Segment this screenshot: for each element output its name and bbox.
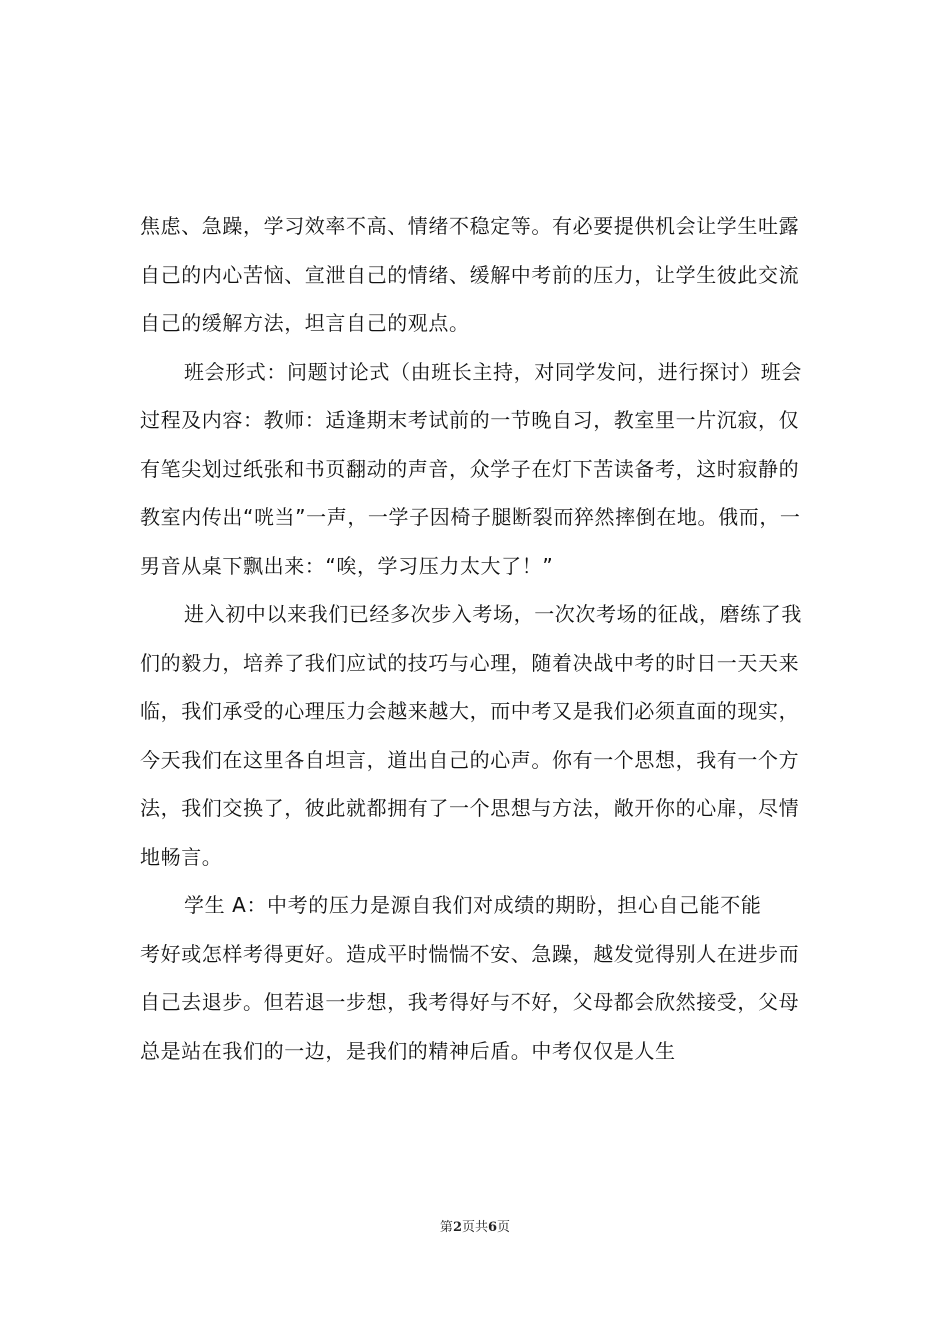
paragraph-4-first-line: 学生 A：中考的压力是源自我们对成绩的期盼，担心自己能不能	[184, 893, 762, 917]
footer-suffix: 页	[497, 1220, 511, 1235]
paragraph-2: 班会形式：问题讨论式（由班长主持，对同学发问，进行探讨）班会过程及内容：教师：适逢期末考试前的一节晚自习，教室里一片沉寂，仅有笔尖划过纸张和书页翻动的声音，众学子在灯下苦读备考，这时寂静的教室内传出“咣当”一声，一学子因椅子腿断裂而猝然摔倒在地。俄而，一男音从桌下飘出来：“唉，学习压力太大了！”	[140, 359, 802, 578]
paragraph-3: 进入初中以来我们已经多次步入考场，一次次考场的征战，磨练了我们的毅力，培养了我们应试的技巧与心理，随着决战中考的时日一天天来临，我们承受的心理压力会越来越大，而中考又是我们必须直面的现实，今天我们在这里各自坦言，道出自己的心声。你有一个思想，我有一个方法，我们交换了，彼此就都拥有了一个思想与方法，敞开你的心扉，尽情地畅言。	[140, 602, 802, 869]
page-footer	[0, 1216, 950, 1235]
footer-page-number: 2	[452, 1220, 462, 1235]
body-text	[140, 202, 816, 1075]
footer-prefix: 第	[439, 1220, 453, 1235]
paragraph-4-continued: 考好或怎样考得更好。造成平时惴惴不安、急躁，越发觉得别人在进步而自己去退步。但若退一步想，我考得好与不好，父母都会欣然接受，父母总是站在我们的一边，是我们的精神后盾。中考仅仅是人生	[140, 941, 800, 1063]
footer-total-pages: 6	[488, 1220, 498, 1235]
paragraph-4	[140, 881, 816, 930]
footer-middle: 页共	[461, 1220, 488, 1235]
paragraph-1: 焦虑、急躁，学习效率不高、情绪不稳定等。有必要提供机会让学生吐露自己的内心苦恼、宣泄自己的情绪、缓解中考前的压力，让学生彼此交流自己的缓解方法，坦言自己的观点。	[140, 214, 800, 335]
